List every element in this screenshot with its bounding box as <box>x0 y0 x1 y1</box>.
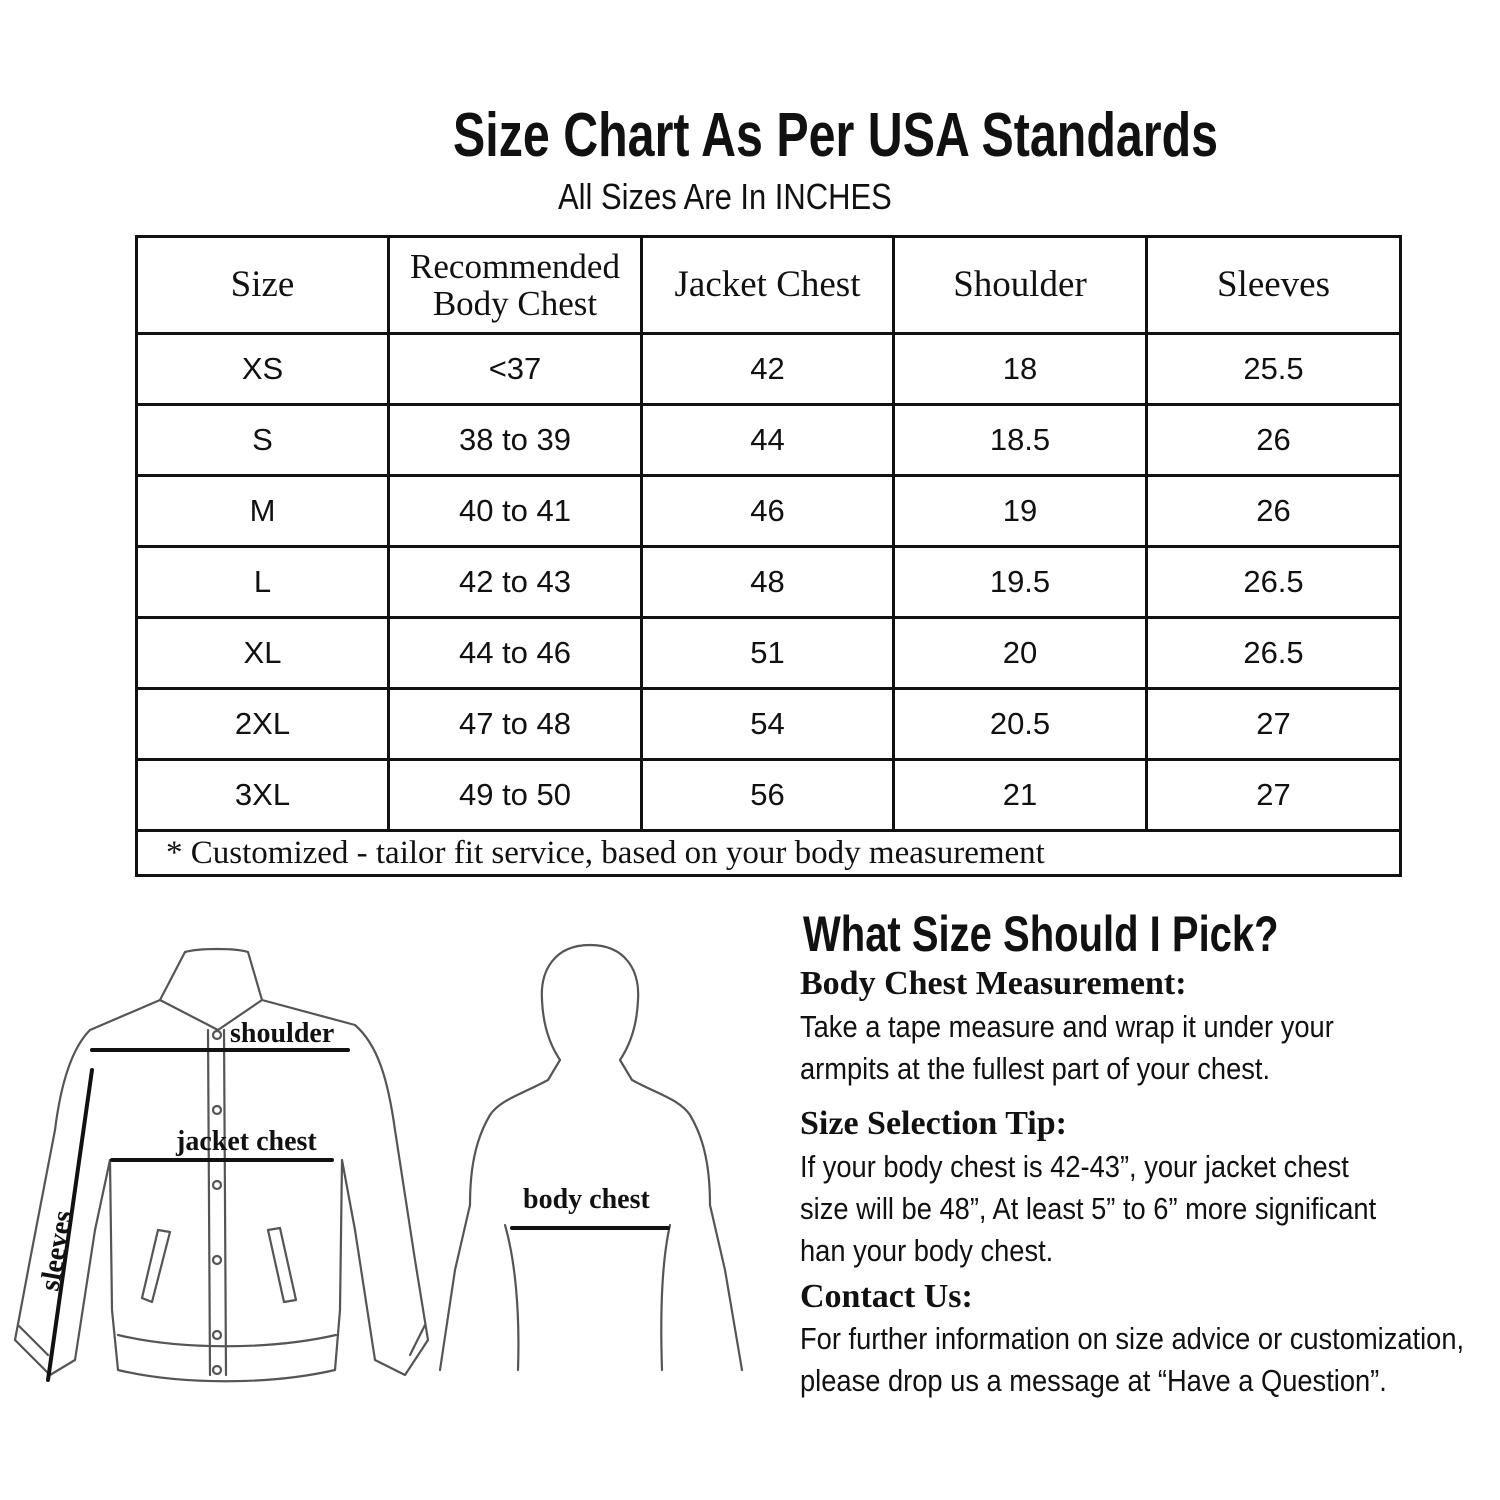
table-cell: 49 to 50 <box>389 760 642 831</box>
table-cell: 48 <box>642 547 894 618</box>
jacket-placket-line <box>208 1030 210 1375</box>
table-cell: 54 <box>642 689 894 760</box>
table-cell: 26.5 <box>1147 618 1401 689</box>
table-cell: 26 <box>1147 405 1401 476</box>
table-cell: 38 to 39 <box>389 405 642 476</box>
table-cell: 47 to 48 <box>389 689 642 760</box>
table-cell: XL <box>137 618 389 689</box>
jacket-waistband <box>118 1335 336 1346</box>
section-title-size-tip: Size Selection Tip: <box>800 1105 1067 1142</box>
page-subtitle: All Sizes Are In INCHES <box>558 176 892 217</box>
table-cell: 42 to 43 <box>389 547 642 618</box>
column-header <box>389 237 642 334</box>
table-cell: L <box>137 547 389 618</box>
table-row <box>137 334 1401 405</box>
shoulder-label: shoulder <box>230 1018 335 1049</box>
table-row <box>137 476 1401 547</box>
footnote-row <box>137 831 1401 876</box>
table-cell: 42 <box>642 334 894 405</box>
table-cell: 46 <box>642 476 894 547</box>
table-cell: 26 <box>1147 476 1401 547</box>
jacket-button <box>213 1181 221 1189</box>
jacket-pocket <box>268 1228 296 1302</box>
jacket-button <box>213 1031 221 1039</box>
table-row <box>137 689 1401 760</box>
page-title: Size Chart As Per USA Standards <box>453 101 1219 170</box>
jacket-placket-line <box>224 1030 226 1375</box>
table-cell: 20 <box>894 618 1147 689</box>
body-silhouette-outline <box>440 945 742 1370</box>
jacket-button <box>213 1331 221 1339</box>
jacket-button <box>213 1366 221 1374</box>
table-cell: 19.5 <box>894 547 1147 618</box>
table-row <box>137 760 1401 831</box>
table-cell: 18 <box>894 334 1147 405</box>
section-body-body-chest: Take a tape measure and wrap it under your armpits at the fullest part of your chest. <box>800 1009 1334 1086</box>
column-header: Shoulder <box>894 237 1147 334</box>
section-body-size-tip: If your body chest is 42-43”, your jacket chest size will be 48”, At least 5” to 6” more significant han your body chest. <box>800 1149 1377 1268</box>
table-cell: 27 <box>1147 689 1401 760</box>
section-body-contact: For further information on size advice or customization, please drop us a message at “Have a Question”. <box>800 1321 1465 1398</box>
measurement-diagram <box>0 930 780 1410</box>
table-cell: 21 <box>894 760 1147 831</box>
table-cell: 26.5 <box>1147 547 1401 618</box>
sleeves-label: sleeves <box>34 1208 79 1294</box>
jacket-cuff <box>18 1325 48 1355</box>
table-cell: 25.5 <box>1147 334 1401 405</box>
table-cell: 19 <box>894 476 1147 547</box>
column-header: Jacket Chest <box>642 237 894 334</box>
table-cell: 40 to 41 <box>389 476 642 547</box>
jacket-button <box>213 1256 221 1264</box>
table-cell: 3XL <box>137 760 389 831</box>
section-title-contact: Contact Us: <box>800 1278 973 1315</box>
size-chart-table <box>135 235 1402 877</box>
table-cell: 27 <box>1147 760 1401 831</box>
table-cell: 51 <box>642 618 894 689</box>
table-cell: XS <box>137 334 389 405</box>
column-header-text: Recommended Body Chest <box>410 247 620 323</box>
table-cell: 18.5 <box>894 405 1147 476</box>
body-torso-line <box>505 1225 518 1370</box>
table-cell: <37 <box>389 334 642 405</box>
body-chest-label: body chest <box>523 1184 650 1215</box>
guide-heading: What Size Should I Pick? <box>803 906 1279 962</box>
jacket-button <box>213 1106 221 1114</box>
table-cell: 44 to 46 <box>389 618 642 689</box>
table-footnote: * Customized - tailor fit service, based on your body measurement <box>137 831 1401 876</box>
table-row <box>137 547 1401 618</box>
jacket-body-outline <box>15 1000 428 1381</box>
body-torso-line <box>661 1225 670 1370</box>
table-cell: 44 <box>642 405 894 476</box>
table-cell: S <box>137 405 389 476</box>
jacket-chest-label: jacket chest <box>176 1126 317 1157</box>
table-cell: 56 <box>642 760 894 831</box>
title-container <box>453 100 1233 175</box>
jacket-pocket <box>142 1230 170 1302</box>
table-header-row <box>137 237 1401 334</box>
table-cell: 2XL <box>137 689 389 760</box>
table-cell: 20.5 <box>894 689 1147 760</box>
section-title-body-chest: Body Chest Measurement: <box>800 965 1187 1002</box>
table-row <box>137 618 1401 689</box>
column-header: Size <box>137 237 389 334</box>
column-header: Sleeves <box>1147 237 1401 334</box>
table-row <box>137 405 1401 476</box>
table-body <box>137 334 1401 831</box>
table-cell: M <box>137 476 389 547</box>
jacket-cuff <box>410 1325 425 1355</box>
